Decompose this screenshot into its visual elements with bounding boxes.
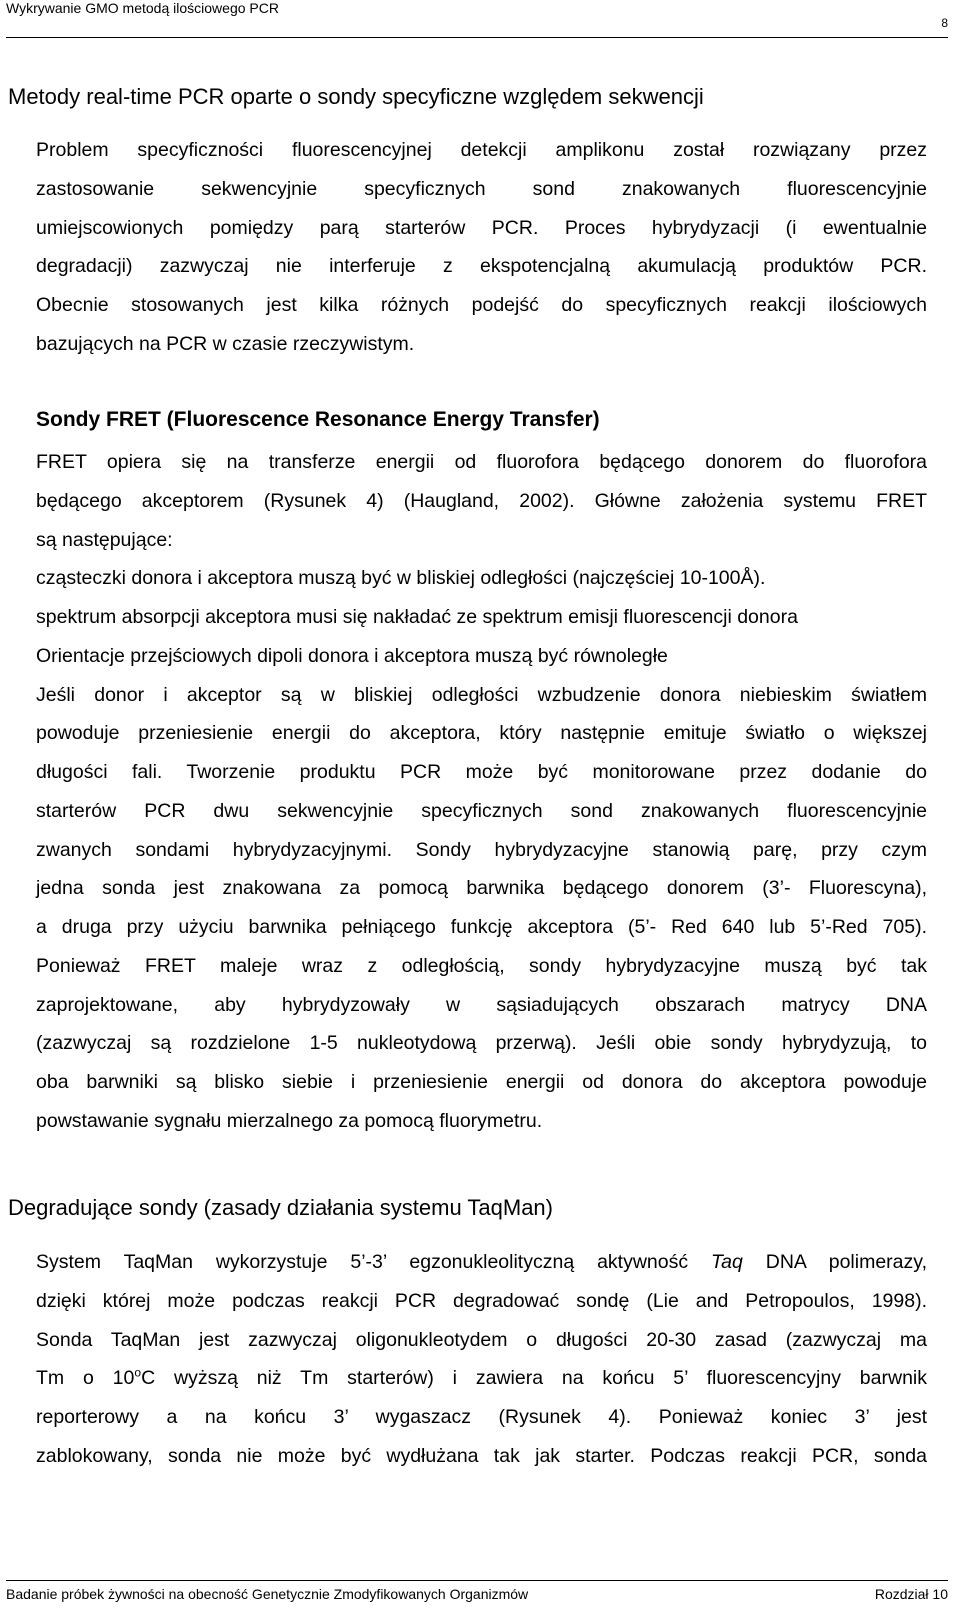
text-line: powstawanie sygnału mierzalnego za pomocą fluorymetru. [36,1109,543,1132]
text-line: zaprojektowane, aby hybrydyzowały w sąsiadujących obszarach matrycy DNA [36,993,927,1016]
text-line: FRET opiera się na transferze energii od fluorofora będącego donorem do fluorofora [36,451,927,473]
text-line: Orientacje przejściowych dipoli donora i akceptora muszą być równoległe [36,644,668,667]
text-line: będącego akceptorem (Rysunek 4) (Haugland, 2002). Główne założenia systemu FRET [36,489,927,512]
text-line: długości fali. Tworzenie produktu PCR może być monitorowane przez dodanie do [36,761,927,783]
section-heading-realtime-pcr: Metody real-time PCR oparte o sondy specyficzne względem sekwencji [8,84,704,109]
text-line: Problem specyficzności fluorescencyjnej detekcji amplikonu został rozwiązany przez [36,139,927,161]
section-heading-fret: Sondy FRET (Fluorescence Resonance Energy Transfer) [36,408,600,431]
text-line: System TaqMan wykorzystuje 5’-3’ egzonukleolityczną aktywność Taq DNA polimerazy, [36,1251,927,1273]
text-line: zwanych sondami hybrydyzacyjnymi. Sondy hybrydyzacyjne stanowią parę, przy czym [36,838,927,861]
page-number: 8 [941,16,948,30]
degree-superscript: o [134,1365,142,1380]
text-line: Jeśli donor i akceptor są w bliskiej odległości wzbudzenie donora niebieskim światłem [36,683,927,706]
text-line: Tm o 10$^o$C wyższą niż Tm starterów) i zawiera na końcu 5’ fluorescencyjny barwnik [36,1365,928,1390]
text-line: Ponieważ FRET maleje wraz z odległością, sondy hybrydyzacyjne muszą być tak [36,954,927,977]
text-line: jedna sonda jest znakowana za pomocą barwnika będącego donorem (3’- Fluorescyna), [36,877,927,900]
text-line: degradacji) zazwyczaj nie interferuje z ekspotencjalną akumulacją produktów PCR. [36,255,927,278]
text-line: reporterowy a na końcu 3’ wygaszacz (Rysunek 4). Ponieważ koniec 3’ jest [36,1406,927,1428]
text-line: Sonda TaqMan jest zazwyczaj oligonukleotydem o długości 20-30 zasad (zazwyczaj ma [36,1328,927,1351]
section-heading-taqman: Degradujące sondy (zasady działania systemu TaqMan) [8,1195,553,1220]
text-line: (zazwyczaj są rozdzielone 1-5 nukleotydową przerwą). Jeśli obie sondy hybrydyzują, to [36,1032,927,1055]
footer-chapter: Rozdział 10 [874,1586,948,1602]
text-line: są następujące: [36,528,173,551]
text-line: spektrum absorpcji akceptora musi się nakładać ze spektrum emisji fluorescencji donora [36,606,798,628]
taq-italic: Taq [711,1251,743,1273]
text-line: powoduje przeniesienie energii do akceptora, który następnie emituje światło o większej [36,722,927,745]
text-line: zastosowanie sekwencyjnie specyficznych sond znakowanych fluorescencyjnie [36,177,927,200]
footer-divider [6,1580,948,1581]
text-line: dzięki której może podczas reakcji PCR degradować sondę (Lie and Petropoulos, 1998). [36,1289,927,1312]
text-line: zablokowany, sonda nie może być wydłużana tak jak starter. Podczas reakcji PCR, sonda [36,1444,927,1467]
text-line: oba barwniki są blisko siebie i przeniesienie energii od donora do akceptora powoduje [36,1071,927,1093]
header-title: Wykrywanie GMO metodą ilościowego PCR [6,0,279,16]
header-divider [6,37,948,38]
text-line: Obecnie stosowanych jest kilka różnych podejść do specyficznych reakcji ilościowych [36,294,927,316]
paragraph-taqman [36,1243,927,1476]
text-line: umiejscowionych pomiędzy parą starterów PCR. Proces hybrydyzacji (i ewentualnie [36,216,927,239]
paragraph-fret [36,443,927,1141]
paragraph-intro [36,131,927,364]
text-line: bazujących na PCR w czasie rzeczywistym. [36,332,415,355]
text-line: cząsteczki donora i akceptora muszą być w bliskiej odległości (najczęściej 10-100Å). [36,567,766,590]
text-line: starterów PCR dwu sekwencyjnie specyficznych sond znakowanych fluorescencyjnie [36,799,927,822]
text-line: a druga przy użyciu barwnika pełniącego funkcję akceptora (5’- Red 640 lub 5’-Red 705). [36,916,927,938]
footer-document-title: Badanie próbek żywności na obecność Genetycznie Zmodyfikowanych Organizmów [6,1586,529,1602]
